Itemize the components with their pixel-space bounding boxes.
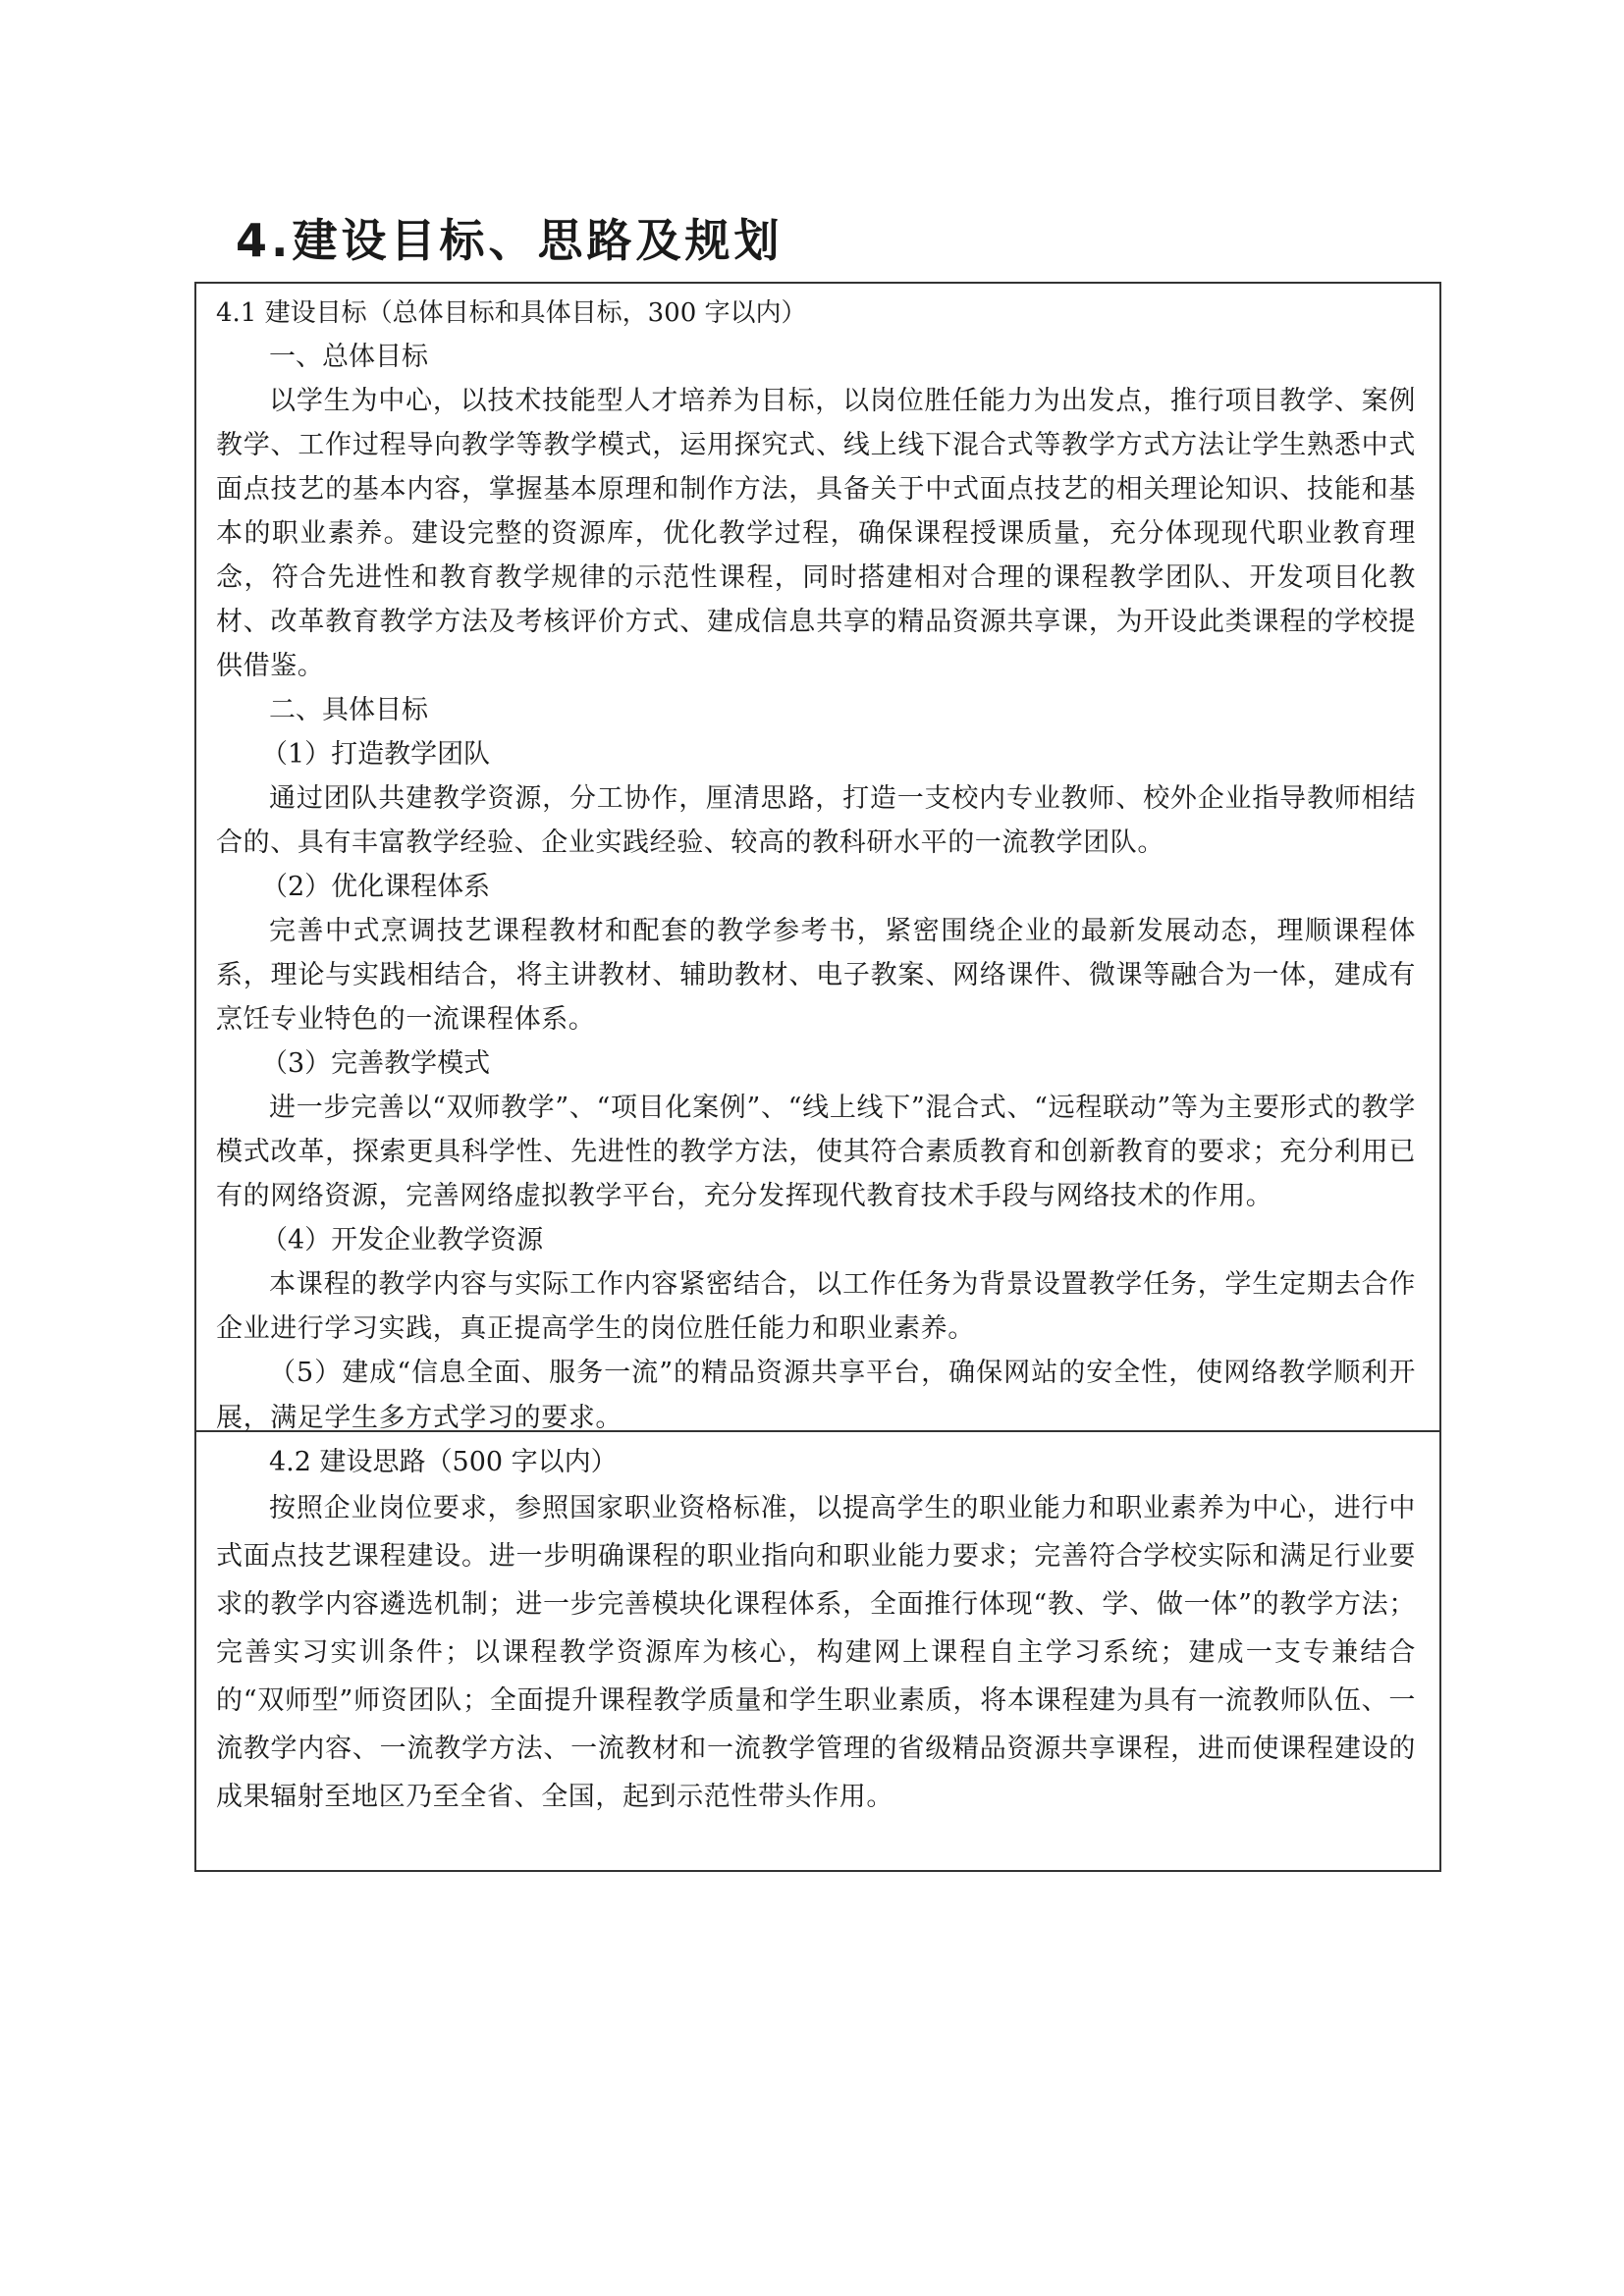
goal-item-text: 本课程的教学内容与实际工作内容紧密结合，以工作任务为背景设置教学任务，学生定期去合作企业进行学习实践，真正提高学生的岗位胜任能力和职业素养。 [216,1269,1416,1344]
ideas-cell [196,1432,1439,1870]
goal-item-final: （5）建成“信息全面、服务一流”的精品资源共享平台，确保网站的安全性，使网络教学顺利开展，满足学生多方式学习的要求。 [216,1358,1416,1433]
goal-item-heading: （1）打造教学团队 [261,739,491,770]
goal-item-heading: （3）完善教学模式 [261,1048,491,1079]
page-title: 4.建设目标、思路及规划 [236,214,784,267]
goal-item-text: 通过团队共建教学资源，分工协作，厘清思路，打造一支校内专业教师、校外企业指导教师相结合的、具有丰富教学经验、企业实践经验、较高的教科研水平的一流教学团队。 [216,783,1416,858]
ideas-heading: 4.2 建设思路（500 字以内） [269,1447,618,1477]
goals-cell [196,284,1439,1432]
specific-goal-heading: 二、具体目标 [269,695,428,725]
overall-goal-text: 以学生为中心，以技术技能型人才培养为目标，以岗位胜任能力为出发点，推行项目教学、案例教学、工作过程导向教学等教学模式，运用探究式、线上线下混合式等教学方式方法让学生熟悉中式面点技艺的基本内容，掌握基本原理和制作方法，具备关于中式面点技艺的相关理论知识、技能和基本的职业素养。建设完整的资源库，优化教学过程，确保课程授课质量，充分体现现代职业教育理念，符合先进性和教育教学规律的示范性课程，同时搭建相对合理的课程教学团队、开发项目化教材、改革教育教学方法及考核评价方式、建成信息共享的精品资源共享课，为开设此类课程的学校提供借鉴。 [216,386,1416,681]
goal-item-text: 完善中式烹调技艺课程教材和配套的教学参考书，紧密围绕企业的最新发展动态，理顺课程体系，理论与实践相结合，将主讲教材、辅助教材、电子教案、网络课件、微课等融合为一体，建成有烹饪专业特色的一流课程体系。 [216,916,1416,1035]
goal-item-text: 进一步完善以“双师教学”、“项目化案例”、“线上线下”混合式、“远程联动”等为主要形式的教学模式改革，探索更具科学性、先进性的教学方法，使其符合素质教育和创新教育的要求；充分利用已有的网络资源，完善网络虚拟教学平台，充分发挥现代教育技术手段与网络技术的作用。 [216,1093,1416,1211]
ideas-text: 按照企业岗位要求，参照国家职业资格标准，以提高学生的职业能力和职业素养为中心，进行中式面点技艺课程建设。进一步明确课程的职业指向和职业能力要求；完善符合学校实际和满足行业要求的教学内容遴选机制；进一步完善模块化课程体系，全面推行体现“教、学、做一体”的教学方法；完善实习实训条件；以课程教学资源库为核心，构建网上课程自主学习系统；建成一支专兼结合的“双师型”师资团队；全面提升课程教学质量和学生职业素质，将本课程建为具有一流教师队伍、一流教学内容、一流教学方法、一流教材和一流教学管理的省级精品资源共享课程，进而使课程建设的成果辐射至地区乃至全省、全国，起到示范性带头作用。 [216,1493,1416,1812]
goals-heading: 4.1 建设目标（总体目标和具体目标，300 字以内） [216,298,807,328]
form-table [194,282,1441,1872]
goal-item-heading: （2）优化课程体系 [261,872,491,902]
overall-goal-heading: 一、总体目标 [269,342,428,372]
goal-item-heading: （4）开发企业教学资源 [261,1225,544,1255]
